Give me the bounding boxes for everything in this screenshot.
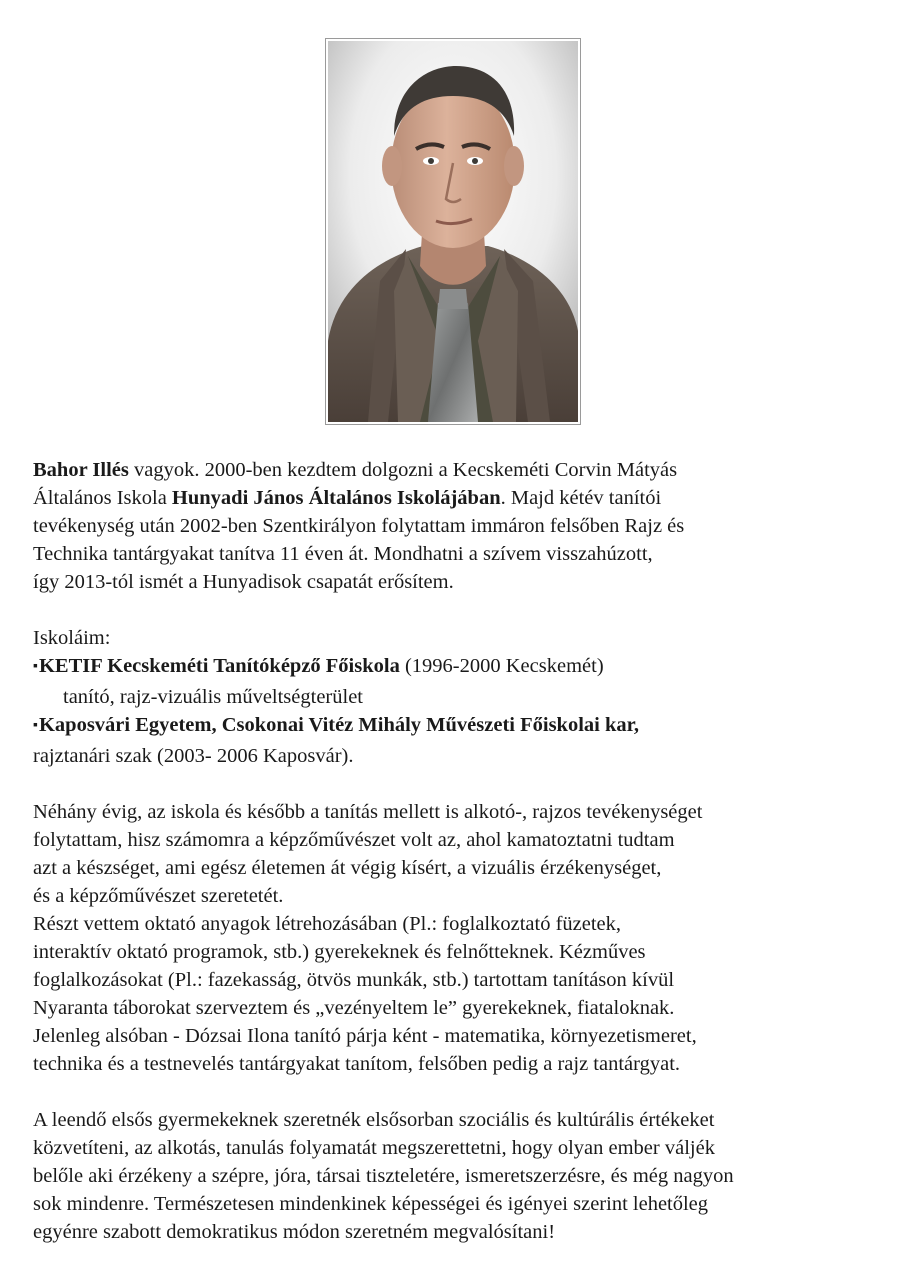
activities-line: Részt vettem oktató anyagok létrehozásában (Pl.: foglalkoztató füzetek,	[33, 913, 622, 935]
intro-line-5: így 2013-tól ismét a Hunyadisok csapatát erősítem.	[33, 571, 454, 593]
activities-line: interaktív oktató programok, stb.) gyerekeknek és felnőtteknek. Kézműves	[33, 941, 646, 963]
goals-line: egyénre szabott demokratikus módon szeretném megvalósítani!	[33, 1221, 556, 1243]
goals-line: A leendő elsős gyermekeknek szeretnék elsősorban szociális és kultúrális értékeket	[33, 1109, 715, 1131]
school-entry-2: ▪Kaposvári Egyetem, Csokonai Vitéz Mihály Művészeti Főiskolai kar,	[33, 714, 639, 736]
school-entry-1: ▪KETIF Kecskeméti Tanítóképző Főiskola (1996-2000 Kecskemét)	[33, 655, 604, 677]
activities-line: Nyaranta táborokat szerveztem és „vezényeltem le” gyerekeknek, fiataloknak.	[33, 997, 675, 1019]
activities-line: foglalkozásokat (Pl.: fazekasság, ötvös munkák, stb.) tartottam tanításon kívül	[33, 969, 675, 991]
intro-line-4: Technika tantárgyakat tanítva 11 éven át. Mondhatni a szívem visszahúzott,	[33, 543, 653, 565]
school-entry-1-detail: tanító, rajz-vizuális műveltségterület	[63, 686, 363, 708]
activities-line: azt a készséget, ami egész életemen át végig kísért, a vizuális érzékenységet,	[33, 857, 662, 879]
intro-line-3: tevékenység után 2002-ben Szentkirályon folytattam immáron felsőben Rajz és	[33, 515, 685, 537]
bullet-icon: ▪	[33, 718, 38, 733]
activities-line: technika és a testnevelés tantárgyakat tanítom, felsőben pedig a rajz tantárgyat.	[33, 1053, 681, 1075]
activities-line: folytattam, hisz számomra a képzőművészet volt az, ahol kamatoztatni tudtam	[33, 829, 675, 851]
portrait-photo	[325, 38, 581, 425]
goals-line: belőle aki érzékeny a szépre, jóra, társai tiszteletére, ismeretszerzésre, és még nagyon	[33, 1165, 734, 1187]
bullet-icon: ▪	[33, 659, 38, 674]
activities-line: Jelenleg alsóban - Dózsai Ilona tanító párja ként - matematika, környezetismeret,	[33, 1025, 697, 1047]
intro-line-2: Általános Iskola Hunyadi János Általános Iskolájában. Majd kétév tanítói	[33, 487, 662, 509]
activities-line: Néhány évig, az iskola és később a tanítás mellett is alkotó-, rajzos tevékenységet	[33, 801, 703, 823]
schools-heading: Iskoláim:	[33, 627, 111, 649]
goals-line: sok mindenre. Természetesen mindenkinek képességei és igényei szerint lehetőleg	[33, 1193, 709, 1215]
activities-line: és a képzőművészet szeretetét.	[33, 885, 284, 907]
portrait-illustration	[328, 41, 578, 422]
intro-line-1: Bahor Illés vagyok. 2000-ben kezdtem dolgozni a Kecskeméti Corvin Mátyás	[33, 459, 678, 481]
goals-line: közvetíteni, az alkotás, tanulás folyamatát megszerettetni, hogy olyan ember váljék	[33, 1137, 715, 1159]
school-name: Hunyadi János Általános Iskolájában	[171, 487, 501, 509]
author-name: Bahor Illés	[33, 459, 129, 481]
biography-text	[33, 456, 888, 1246]
school-entry-2-detail: rajztanári szak (2003- 2006 Kaposvár).	[33, 745, 354, 767]
